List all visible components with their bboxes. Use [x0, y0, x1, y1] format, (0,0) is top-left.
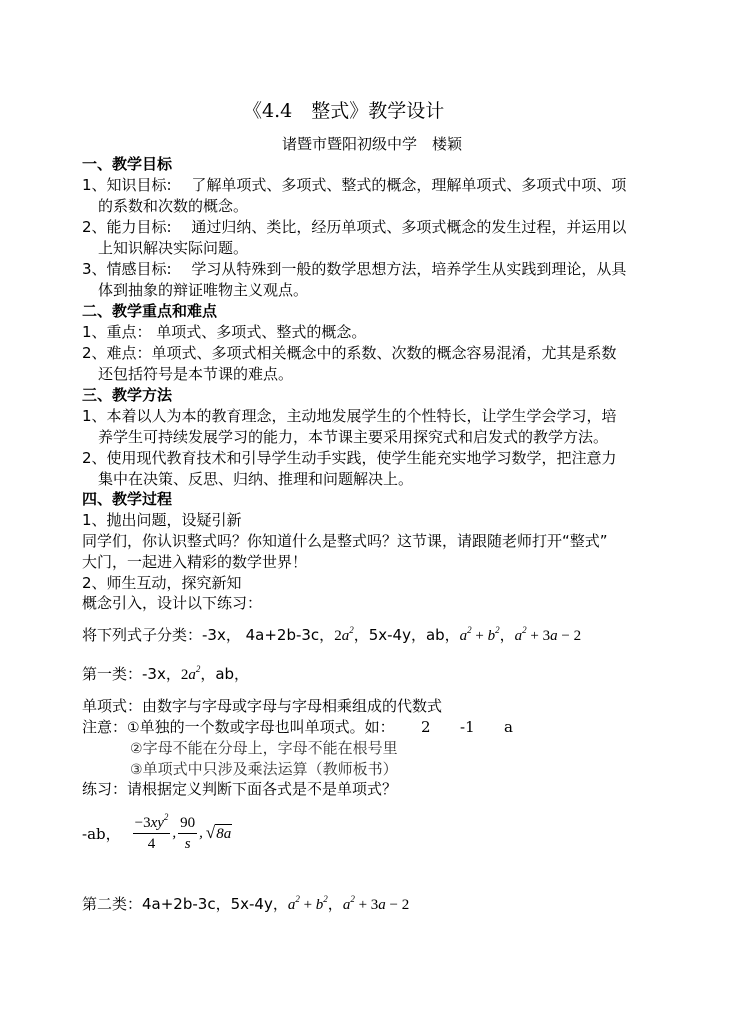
note-1	[82, 717, 395, 738]
type1-expr-2a-squared: $2a^2$	[180, 664, 201, 683]
radical-sign: √	[205, 823, 216, 842]
focus-difficulty-line1: 2、难点：单项式、多项式相关概念中的系数、次数的概念容易混淆，尤其是系数	[82, 344, 617, 362]
focus-difficulty-line2: 还包括符号是本节课的难点。	[98, 365, 294, 383]
expr-a2-plus-3a-minus-2: $a^2 + 3a - 2$	[514, 625, 582, 644]
example-a: a	[504, 718, 513, 736]
classify-sep: ，	[499, 626, 515, 644]
type2-line	[82, 894, 409, 915]
comma-2: ,	[199, 824, 203, 841]
method-1-line2: 养学生可持续发展学习的能力，本节课主要采用探究式和启发式的教学方法。	[98, 428, 609, 446]
fraction-2-numerator: 90	[180, 814, 196, 831]
objective-knowledge-line1: 1、知识目标: 了解单项式、多项式、整式的概念，理解单项式、多项式中项、项	[82, 176, 627, 194]
note-2-text: 字母不能在分母上，字母不能在根号里	[142, 739, 398, 757]
intro-line1: 同学们，你认识整式吗？你知道什么是整式吗？这节课，请跟随老师打开“整式”	[82, 532, 608, 550]
document-title: 《4.4 整式》教学设计	[243, 100, 445, 122]
objective-ability-line2: 上知识解决实际问题。	[98, 239, 249, 257]
type2-prefix: 第二类：4a+2b-3c，5x-4y，	[82, 895, 288, 913]
type2-sep: ，	[327, 895, 343, 913]
classify-line	[82, 625, 581, 646]
section-heading-process: 四、教学过程	[82, 490, 173, 508]
focus-key-point: 1、重点： 单项式、多项式、整式的概念。	[82, 323, 367, 341]
section-heading-methods: 三、教学方法	[82, 386, 173, 404]
intro-line2: 大门，一起进入精彩的数学世界！	[82, 553, 308, 571]
section-heading-focus: 二、教学重点和难点	[82, 302, 218, 320]
circled-2: ②	[130, 741, 143, 757]
circled-3: ③	[130, 762, 143, 778]
objective-emotion-line1: 3、情感目标: 学习从特殊到一般的数学思想方法，培养学生从实践到理论，从具	[82, 260, 627, 278]
example-minus-1: -1	[460, 718, 475, 736]
note-3-text: 单项式中只涉及乘法运算（教师板书）	[142, 760, 398, 778]
concept-intro: 概念引入，设计以下练习：	[82, 594, 263, 612]
objective-knowledge-line2: 的系数和次数的概念。	[98, 197, 249, 215]
type2-expr-a2-plus-b2: $a^2 + b^2$	[287, 894, 328, 913]
fraction-2-denominator: s	[184, 835, 191, 852]
fraction-90-over-s	[178, 814, 197, 853]
note-3	[130, 759, 398, 780]
process-step-2: 2、师生互动，探究新知	[82, 574, 242, 592]
author-line: 诸暨市暨阳初级中学 楼颖	[282, 135, 463, 153]
objective-ability-line1: 2、能力目标: 通过归纳、类比，经历单项式、多项式概念的发生过程，并运用以	[82, 218, 627, 236]
note-2	[130, 738, 398, 759]
circled-1: ①	[127, 720, 140, 736]
method-2-line2: 集中在决策、反思、归纳、推理和问题解决上。	[98, 470, 414, 488]
comma-1: ,	[172, 824, 177, 841]
monomial-definition: 单项式：由数字与字母或字母与字母相乘组成的代数式	[82, 697, 443, 715]
method-2-line1: 2、使用现代教育技术和引导学生动手实践，使学生能充实地学习数学，把注意力	[82, 449, 617, 467]
fraction-minus-3xy2-over-4	[133, 811, 171, 853]
objective-emotion-line2: 体到抽象的辩证唯物主义观点。	[98, 281, 309, 299]
exercise-prompt: 练习：请根据定义判断下面各式是不是单项式？	[82, 780, 398, 798]
example-2: 2	[421, 718, 431, 736]
type1-prefix: 第一类：-3x，	[82, 665, 181, 683]
method-1-line1: 1、本着以人为本的教育理念，主动地发展学生的个性特长，让学生学会学习，培	[82, 407, 617, 425]
process-step-1: 1、抛出问题，设疑引新	[82, 511, 242, 529]
fraction-1-numerator: $-3xy^2$	[134, 811, 169, 831]
section-heading-objectives: 一、教学目标	[82, 155, 173, 173]
expr-minus-ab: -ab，	[82, 824, 121, 843]
sqrt-8a	[206, 823, 232, 843]
type1-line	[82, 664, 249, 685]
classify-prefix: 将下列式子分类：-3x， 4a+2b-3c，	[82, 626, 335, 644]
expr-2a-squared: $2a^2$	[334, 625, 354, 644]
exercise-expressions	[82, 810, 232, 856]
note-label: 注意：	[82, 718, 128, 736]
note-1-text: 单独的一个数或字母也叫单项式。如：	[139, 718, 395, 736]
classify-mid: ，5x-4y，ab，	[353, 626, 460, 644]
type1-suffix: ，ab，	[200, 665, 250, 683]
expr-a2-plus-b2: $a^2 + b^2$	[459, 625, 500, 644]
type2-expr-a2-plus-3a-minus-2: $a^2 + 3a - 2$	[342, 894, 410, 913]
fraction-1-denominator: 4	[147, 835, 156, 852]
sqrt-radicand: 8a	[216, 826, 232, 842]
